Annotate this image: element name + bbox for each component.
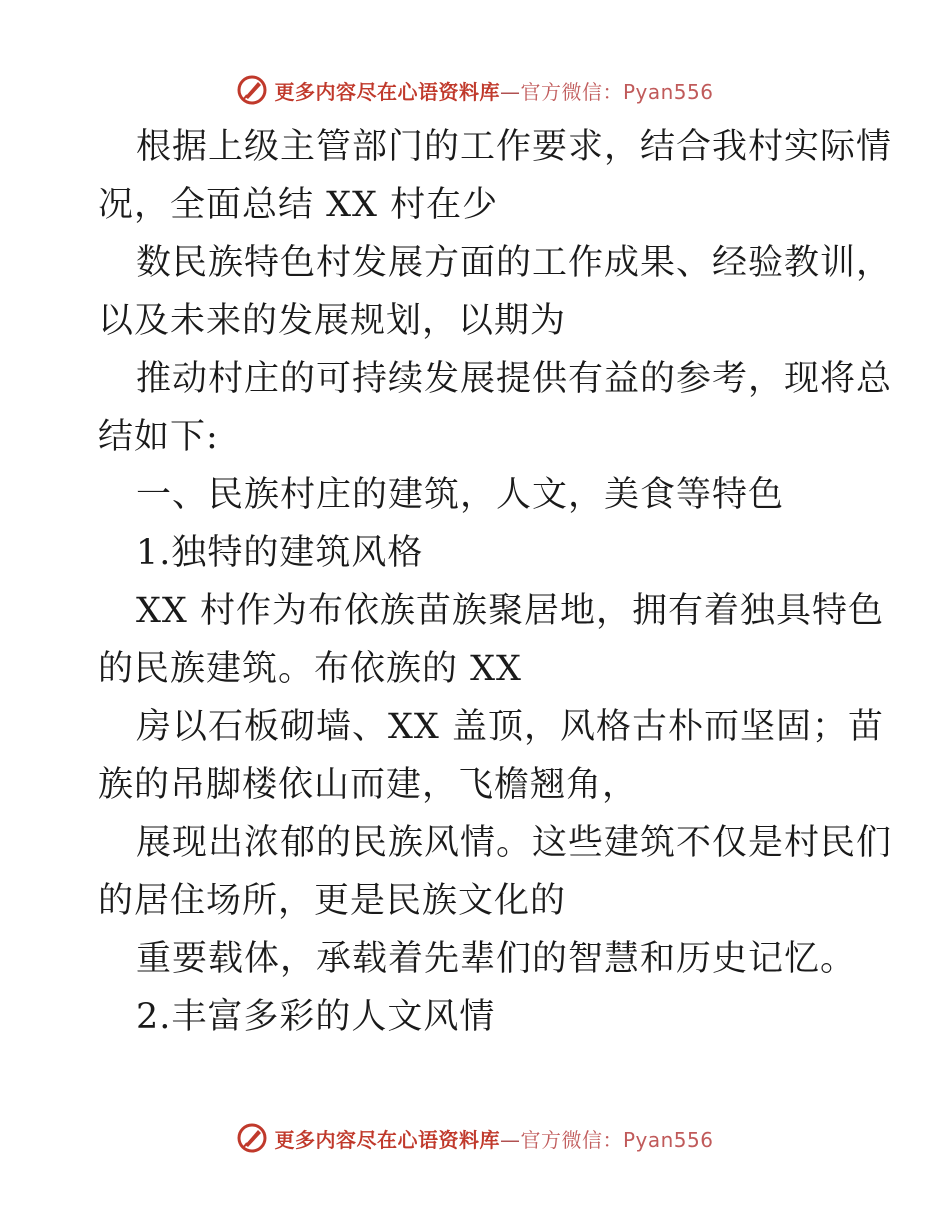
paragraph-line: 房以石板砌墙、XX 盖顶，风格古朴而坚固；苗 [136, 707, 884, 747]
header-watermark [0, 70, 950, 110]
watermark-brand: 更多内容尽在心语资料库 [274, 79, 500, 104]
watermark-contact: 官方微信：Pyan556 [520, 1127, 714, 1152]
quill-pen-seal-icon [236, 1122, 268, 1154]
paragraph-line: 数民族特色村发展方面的工作成果、经验教训， [136, 243, 893, 283]
document-body [98, 118, 893, 1046]
paragraph-line: 根据上级主管部门的工作要求，结合我村实际情 [136, 127, 893, 167]
paragraph-line: 展现出浓郁的民族风情。这些建筑不仅是村民们 [136, 823, 893, 863]
watermark-text [274, 76, 713, 105]
paragraph-line: 重要载体，承载着先辈们的智慧和历史记忆。 [136, 939, 857, 979]
paragraph-line: XX 村作为布依族苗族聚居地，拥有着独具特色 [136, 591, 884, 631]
paragraph-line: 的居住场所，更是民族文化的 [98, 881, 567, 921]
paragraph-line: 结如下: [98, 417, 219, 457]
watermark-separator: — [499, 1127, 521, 1152]
paragraph-line: 的民族建筑。布依族的 XX [98, 649, 522, 689]
paragraph-line: 推动村庄的可持续发展提供有益的参考，现将总 [136, 359, 893, 399]
paragraph-line: 族的吊脚楼依山而建，飞檐翘角， [98, 765, 639, 805]
watermark-separator: — [499, 79, 521, 104]
subsection-heading: 2.丰富多彩的人文风情 [136, 997, 496, 1037]
watermark-brand: 更多内容尽在心语资料库 [274, 1127, 500, 1152]
section-heading: 一、民族村庄的建筑，人文，美食等特色 [136, 475, 785, 515]
watermark-contact: 官方微信：Pyan556 [520, 79, 714, 104]
paragraph-line: 以及未来的发展规划，以期为 [98, 301, 567, 341]
quill-pen-seal-icon [236, 74, 268, 106]
subsection-heading: 1.独特的建筑风格 [136, 533, 424, 573]
paragraph-line: 况，全面总结 XX 村在少 [98, 185, 499, 225]
watermark-text [274, 1124, 713, 1153]
footer-watermark [0, 1118, 950, 1158]
